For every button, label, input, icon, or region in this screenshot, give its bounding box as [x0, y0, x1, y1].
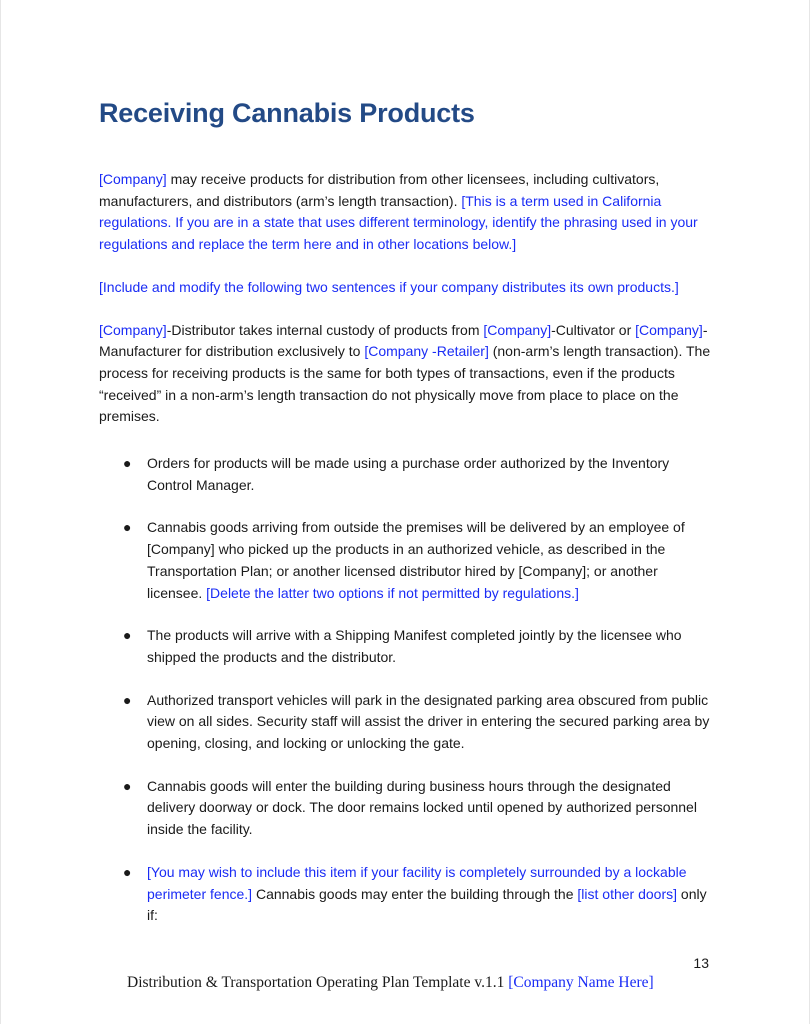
- list-item-text: Authorized transport vehicles will park in the designated parking area obscured from public view on all sides. Security staff will assist the driver in entering the secured parking area by opening, closing, and locking or unlocking the gate.: [147, 691, 710, 752]
- other-doors-placeholder: [list other doors]: [577, 885, 678, 902]
- list-item-text: The products will arrive with a Shipping Manifest completed jointly by the licensee who shipped the products and the distributor.: [147, 627, 682, 665]
- company-placeholder: [Company]: [99, 321, 167, 338]
- footer-company-placeholder: [Company Name Here]: [508, 974, 654, 991]
- bullet-icon: ●: [123, 455, 132, 472]
- list-item: [99, 776, 714, 841]
- list-item: [99, 453, 714, 496]
- paragraph-text: -Distributor takes internal custody of products from: [166, 321, 484, 338]
- page-footer: [127, 974, 654, 992]
- internal-custody-paragraph: [99, 320, 714, 429]
- section-body: [99, 169, 714, 948]
- list-item: [99, 517, 714, 604]
- perimeter-fence-note: [You may wish to include this item if your facility is completely surrounded by a lockable perimeter fence.]: [147, 863, 687, 902]
- intro-paragraph: [99, 169, 714, 256]
- terminology-note: [This is a term used in California regulations. If you are in a state that uses different terminology, identify the phrasing used in your regulations and replace the term here and in other locations below.]: [99, 192, 698, 253]
- paragraph-text: -Manufacturer for distribution exclusively to: [99, 321, 708, 360]
- procedure-list: [99, 453, 714, 927]
- bullet-icon: ●: [123, 519, 132, 536]
- delete-options-note: [Delete the latter two options if not permitted by regulations.]: [206, 584, 579, 601]
- company-placeholder: [Company]: [635, 321, 703, 338]
- instruction-paragraph: [99, 277, 714, 299]
- bullet-icon: ●: [123, 777, 132, 794]
- page-number: 13: [693, 955, 709, 971]
- list-item-text: Orders for products will be made using a purchase order authorized by the Inventory Control Manager.: [147, 455, 670, 493]
- list-item: [99, 862, 714, 927]
- bullet-icon: ●: [123, 863, 132, 880]
- company-placeholder: [Company]: [99, 171, 167, 187]
- list-item-text: Cannabis goods will enter the building during business hours through the designated delivery doorway or dock. The door remains locked until opened by authorized personnel inside the facility.: [147, 777, 697, 838]
- bullet-icon: ●: [123, 627, 132, 644]
- footer-title: Distribution & Transportation Operating Plan Template v.1.1: [127, 974, 509, 991]
- list-item-text: Cannabis goods arriving from outside the premises will be delivered by an employee of [Company] who picked up the products in an authorized vehicle, as described in the Transportation Plan; or another licensed distributor hired by [Company]; or another licensee.: [147, 519, 685, 601]
- bullet-icon: ●: [123, 691, 132, 708]
- list-item: [99, 625, 714, 668]
- paragraph-text: -Cultivator or: [551, 321, 636, 338]
- list-item-text: Cannabis goods may enter the building through the: [252, 885, 578, 902]
- company-placeholder: [Company]: [483, 321, 552, 338]
- list-item: [99, 690, 714, 755]
- company-retailer-placeholder: [Company -Retailer]: [364, 343, 489, 360]
- paragraph-text: may receive products for distribution from other licensees, including cultivators, manufacturers, and distributors (arm’s length transaction).: [99, 171, 660, 209]
- section-heading: Receiving Cannabis Products: [99, 98, 475, 128]
- include-note: [Include and modify the following two sentences if your company distributes its own products.]: [99, 278, 679, 295]
- list-item-text: only if:: [147, 885, 707, 924]
- paragraph-text: (non-arm’s length transaction). The process for receiving products is the same for both types of transactions, even if the products “received” in a non-arm’s length transaction do not physically move from place to place on the premises.: [99, 343, 711, 425]
